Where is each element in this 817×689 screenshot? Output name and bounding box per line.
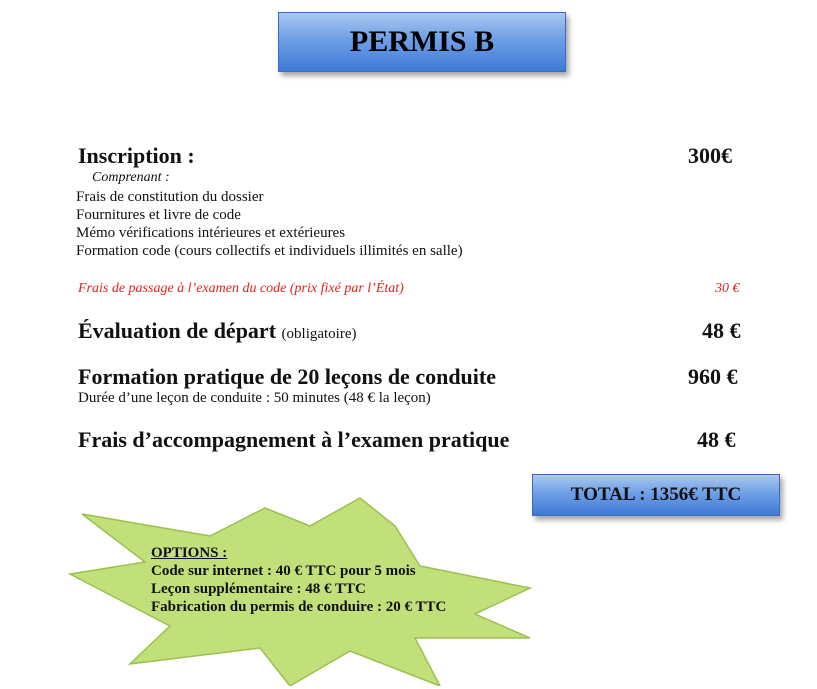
inscription-item: Formation code (cours collectifs et individuels illimités en salle) (76, 243, 463, 259)
accompagnement-price: 48 € (697, 427, 736, 452)
inscription-price: 300€ (688, 143, 732, 168)
inscription-item: Frais de constitution du dossier (76, 189, 264, 205)
option-line: Fabrication du permis de conduire : 20 € TTC (151, 599, 447, 615)
accompagnement-label: Frais d’accompagnement à l’examen pratique (78, 427, 510, 452)
evaluation-price: 48 € (702, 318, 741, 343)
formation-note: Durée d’une leçon de conduite : 50 minutes (48 € la leçon) (78, 390, 431, 406)
evaluation-row (78, 318, 357, 344)
frais-code-label: Frais de passage à l’examen du code (prix fixé par l’État) (78, 281, 404, 296)
options-heading: OPTIONS : (151, 545, 228, 561)
option-line: Code sur internet : 40 € TTC pour 5 mois (151, 563, 416, 579)
inscription-label: Inscription : (78, 143, 195, 168)
inscription-item: Mémo vérifications intérieures et extérieures (76, 225, 346, 241)
frais-code-price: 30 € (715, 281, 740, 296)
evaluation-note: (obligatoire) (281, 326, 357, 342)
option-line: Leçon supplémentaire : 48 € TTC (151, 581, 366, 597)
comprenant-label: Comprenant : (92, 170, 170, 185)
options-block (151, 544, 446, 616)
inscription-item: Fournitures et livre de code (76, 207, 241, 223)
evaluation-label: Évaluation de départ (78, 318, 277, 343)
page-title: PERMIS B (278, 12, 566, 72)
formation-price: 960 € (688, 364, 738, 389)
total-box: TOTAL : 1356€ TTC (532, 474, 780, 516)
formation-label: Formation pratique de 20 leçons de conduite (78, 364, 496, 389)
